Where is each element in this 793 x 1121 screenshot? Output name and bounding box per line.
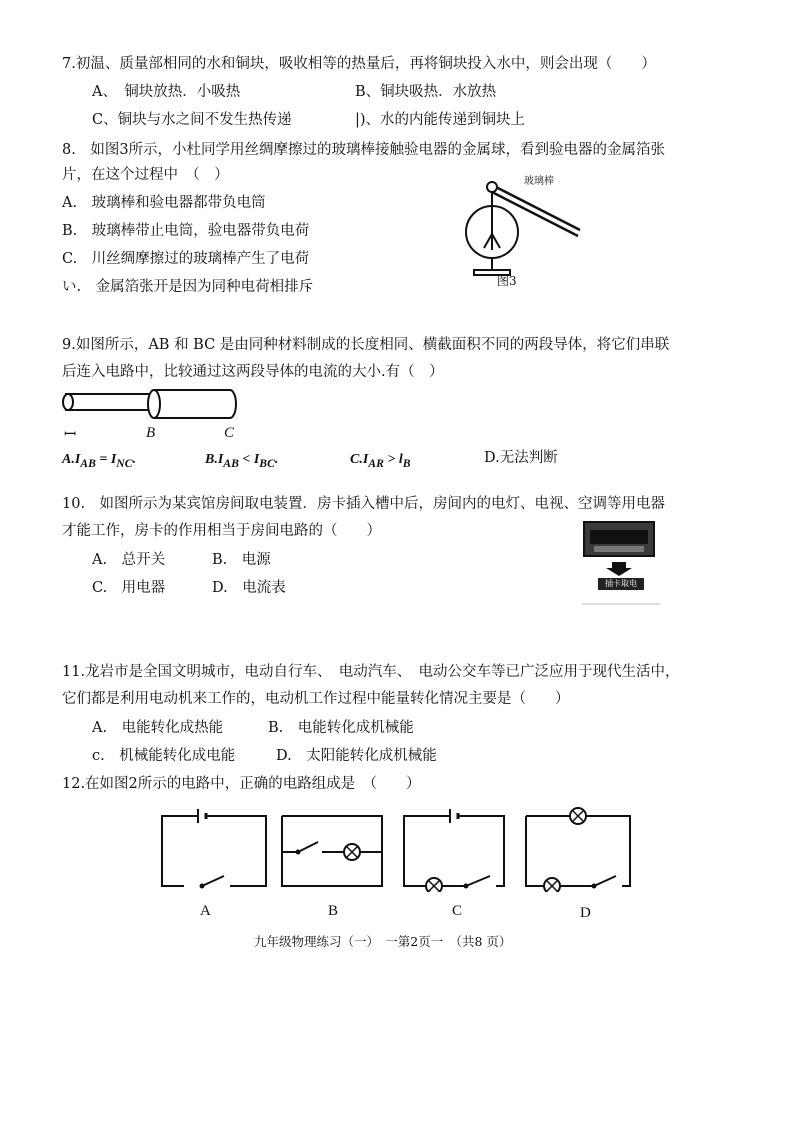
q7-stem: 7.初温、质量部相同的水和铜块，吸收相等的热量后，再将铜块投入水中，则会出现（ ）: [62, 56, 656, 72]
figure3-caption: 图3: [497, 274, 517, 288]
q7-option-d: |)、水的内能传递到铜块上: [355, 112, 526, 128]
q10-stem-line2: 才能工作，房卡的作用相当于房间电路的（ ）: [62, 523, 381, 539]
q10-option-b: B. 电源: [212, 552, 271, 568]
q9-option-a: $A.I_{AB} = I_{NC}$.: [62, 452, 136, 470]
circuit-label-c: C: [452, 903, 463, 919]
q10-option-c: C. 用电器: [92, 580, 166, 596]
q11-stem-line1: 11.龙岩市是全国文明城市，电动自行车、 电动汽车、 电动公交车等已广泛应用于现代生活中，: [62, 664, 680, 680]
q8-option-c: C. 川丝绸摩擦过的玻璃棒产生了电荷: [62, 251, 310, 267]
q11-option-b: B. 电能转化成机械能: [268, 720, 414, 736]
circuit-c: [400, 806, 512, 892]
q9-option-b: $B.I_{AB} < I_{BC}$.: [205, 452, 279, 470]
q7-option-b: B、铜块吸热．水放热: [355, 84, 497, 100]
circuit-label-d: D: [580, 905, 591, 921]
page-footer: 九年级物理练习（一） 一第2页一 （共8 页）: [254, 934, 512, 949]
q12-stem: 12.在如图2所示的电路中，正确的电路组成是 （ ）: [62, 776, 421, 792]
q9-stem-line2: 后连入电路中，比较通过这两段导体的电流的大小.有（ ）: [62, 364, 444, 380]
circuit-label-a: A: [200, 903, 211, 919]
conductor-label-b: B: [146, 425, 156, 441]
electroscope-figure: [458, 170, 588, 300]
q8-option-b: B. 玻璃棒带止电筒，验电器带负电荷: [62, 223, 310, 239]
q7-option-c: C、铜块与水之间不发生热传递: [92, 112, 292, 128]
circuit-label-b: B: [328, 903, 339, 919]
q9-option-c: $C.I_{AR} > l_B$: [350, 452, 411, 470]
conductor-label-c: C: [224, 425, 235, 441]
q9-option-d: D.无法判断: [484, 450, 558, 466]
q8-stem-line2: 片，在这个过程中 （ ）: [62, 167, 229, 183]
q7-option-a: A、 铜块放热．小吸热: [92, 84, 241, 100]
q9-stem-line1: 9.如图所示，AB 和 BC 是由同种材料制成的长度相同、横截面积不同的两段导体，将它们串联: [62, 337, 670, 353]
q8-option-a: A. 玻璃棒和验电器都带负电筒: [62, 195, 266, 211]
card-slot-figure: [580, 518, 664, 610]
q10-stem-line1: 10. 如图所示为某宾馆房间取电装置．房卡插入槽中后，房间内的电灯、电视、空调等用电器: [62, 496, 666, 512]
conductor-figure: [58, 388, 248, 428]
conductor-label-a: ꟷ: [64, 427, 77, 443]
q11-option-d: D. 太阳能转化成机械能: [276, 748, 437, 764]
q11-option-a: A. 电能转化成热能: [92, 720, 224, 736]
rod-label: 玻璃棒: [524, 176, 554, 187]
circuit-b: [278, 806, 390, 892]
card-slot-label: 插卡取电: [605, 579, 637, 588]
q8-option-d: い. 金属箔张开是因为同种电荷相排斥: [62, 279, 314, 295]
q11-stem-line2: 它们都是利用电动机来工作的，电动机工作过程中能量转化情况主要是（ ）: [62, 691, 570, 707]
circuit-a: [158, 806, 270, 892]
q10-option-a: A. 总开关: [92, 552, 166, 568]
circuit-d: [522, 806, 634, 892]
q8-stem-line1: 8. 如图3所示，小杜同学用丝绸摩擦过的玻璃棒接触验电器的金属球，看到验电器的金属箔张: [62, 142, 666, 158]
q11-option-c: c. 机械能转化成电能: [92, 748, 236, 764]
q10-option-d: D. 电流表: [212, 580, 286, 596]
